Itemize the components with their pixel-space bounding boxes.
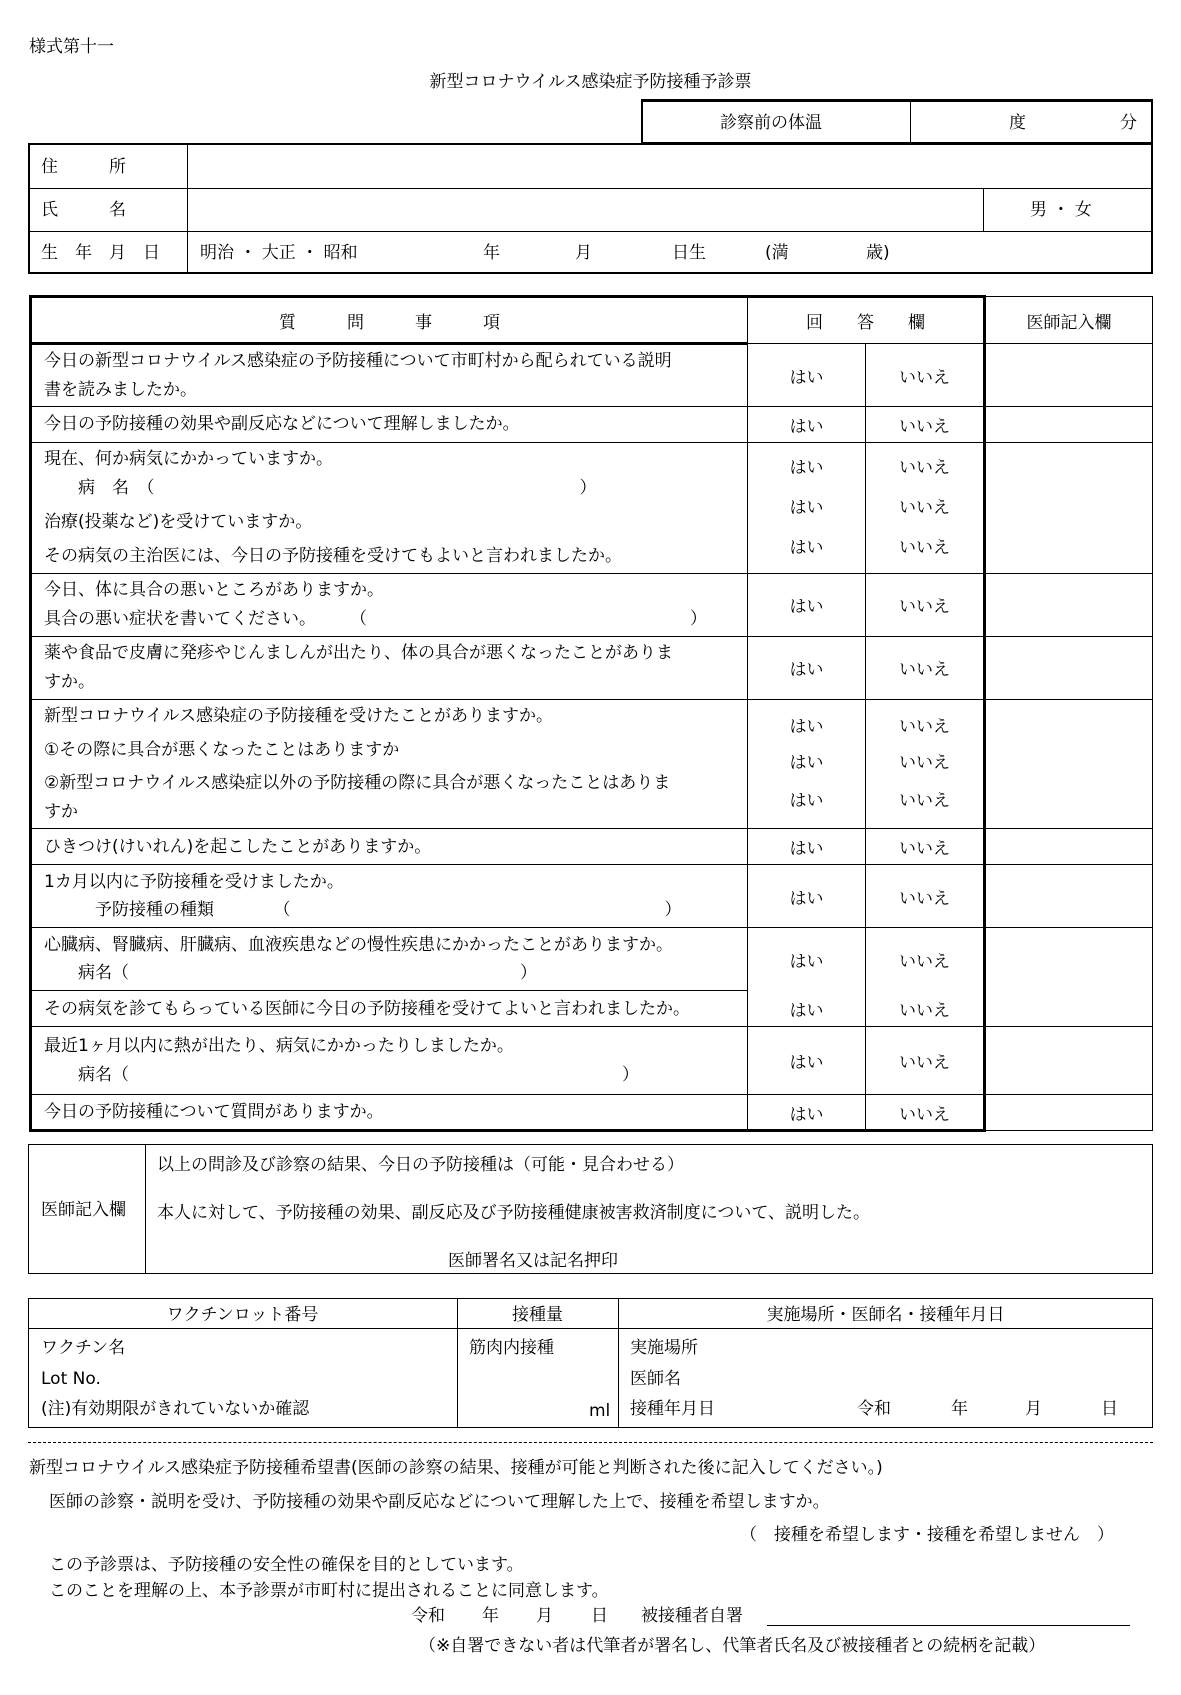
question-text: 現在、何か病気にかかっていますか。 xyxy=(44,449,333,470)
question-text: 治療(投薬など)を受けていますか。 xyxy=(44,511,313,532)
yes-option[interactable]: はい xyxy=(748,344,866,407)
doctor-explanation: 本人に対して、予防接種の効果、副反応及び予防接種健康被害救済制度について、説明した。 xyxy=(157,1203,870,1223)
form-number: 様式第十一 xyxy=(29,37,114,57)
table-row xyxy=(31,865,1153,928)
question-text: 病 名 （ ） xyxy=(44,477,597,498)
consent-day: 日 xyxy=(591,1606,608,1626)
question-text: すか。 xyxy=(44,671,95,692)
yes-option[interactable]: はい xyxy=(789,538,824,559)
cut-line xyxy=(28,1442,1153,1443)
no-option[interactable]: いいえ xyxy=(899,458,950,479)
doctor-cell[interactable] xyxy=(985,1027,1153,1095)
yes-option[interactable]: はい xyxy=(748,573,866,636)
temperature-degree[interactable]: 度 xyxy=(1009,113,1026,133)
no-option[interactable]: いいえ xyxy=(866,829,985,865)
lot-no-label: Lot No. xyxy=(41,1369,101,1389)
no-option[interactable]: いいえ xyxy=(866,1095,985,1131)
injection-route: 筋肉内接種 xyxy=(469,1338,554,1358)
yes-option[interactable]: はい xyxy=(748,636,866,699)
question-text: 心臓病、腎臓病、肝臓病、血液疾患などの慢性疾患にかかったことがありますか。 xyxy=(44,934,673,955)
vaccine-name-label: ワクチン名 xyxy=(41,1338,126,1358)
table-row xyxy=(31,344,1153,407)
yes-option[interactable]: はい xyxy=(748,991,866,1027)
temperature-label: 診察前の体温 xyxy=(720,113,822,133)
yes-option[interactable]: はい xyxy=(789,717,824,738)
vaccine-lot-header: ワクチンロット番号 xyxy=(166,1305,319,1325)
question-text: ②新型コロナウイルス感染症以外の予防接種の際に具合が悪くなったことはありま xyxy=(44,773,671,794)
birth-month: 月 xyxy=(575,243,592,263)
questionnaire-table xyxy=(29,295,1153,1132)
gender-choice[interactable]: 男 ・ 女 xyxy=(1030,200,1092,220)
yes-option[interactable]: はい xyxy=(748,865,866,928)
yes-option[interactable]: はい xyxy=(748,829,866,865)
consent-month: 月 xyxy=(536,1606,553,1626)
table-row xyxy=(31,443,1153,574)
no-option[interactable]: いいえ xyxy=(866,928,985,991)
birth-day: 日生 xyxy=(672,243,706,263)
address-label: 住 所 xyxy=(41,157,126,177)
questionnaire-header-row xyxy=(31,297,1153,344)
no-option[interactable]: いいえ xyxy=(866,1027,985,1095)
question-text: 病名（ ） xyxy=(44,963,537,984)
answer-header: 回 答 欄 xyxy=(748,297,985,344)
doctor-cell[interactable] xyxy=(985,928,1153,991)
vaccination-year: 年 xyxy=(951,1399,968,1419)
doctor-cell[interactable] xyxy=(985,636,1153,699)
place-label: 実施場所 xyxy=(630,1338,698,1358)
name-field[interactable] xyxy=(190,191,980,229)
signature-label: 被接種者自署 xyxy=(641,1606,743,1626)
no-option[interactable]: いいえ xyxy=(866,991,985,1027)
doctor-cell[interactable] xyxy=(985,443,1153,574)
expiry-note: (注)有効期限がきれていないか確認 xyxy=(41,1399,310,1419)
question-text: 書を読みましたか。 xyxy=(44,379,197,400)
question-text: 病名（ ） xyxy=(44,1064,639,1085)
vaccination-month: 月 xyxy=(1025,1399,1042,1419)
yes-option[interactable]: はい xyxy=(789,753,824,774)
question-text: 薬や食品で皮膚に発疹やじんましんが出たり、体の具合が悪くなったことがありま xyxy=(44,643,673,664)
yes-option[interactable]: はい xyxy=(748,1095,866,1131)
question-text: その病気の主治医には、今日の予防接種を受けてもよいと言われましたか。 xyxy=(44,546,622,567)
place-doctor-date-header: 実施場所・医師名・接種年月日 xyxy=(766,1305,1005,1325)
question-text: 具合の悪い症状を書いてください。 （ ） xyxy=(44,608,707,629)
doctor-cell[interactable] xyxy=(985,573,1153,636)
temperature-box xyxy=(641,99,1153,144)
no-option[interactable]: いいえ xyxy=(899,498,950,519)
consent-year: 年 xyxy=(482,1606,499,1626)
birth-year: 年 xyxy=(483,243,500,263)
consent-era: 令和 xyxy=(411,1606,445,1626)
no-option[interactable]: いいえ xyxy=(866,407,985,443)
consent-purpose: この予診票は、予防接種の安全性の確保を目的としています。 xyxy=(49,1555,524,1575)
yes-option[interactable]: はい xyxy=(748,1027,866,1095)
yes-option[interactable]: はい xyxy=(789,498,824,519)
question-text: 予防接種の種類 （ ） xyxy=(44,900,682,921)
yes-option[interactable]: はい xyxy=(748,407,866,443)
address-field[interactable] xyxy=(190,146,1150,186)
doctor-cell[interactable] xyxy=(985,344,1153,407)
question-header: 質 問 事 項 xyxy=(31,297,748,344)
consent-agree: このことを理解の上、本予診票が市町村に提出されることに同意します。 xyxy=(49,1581,609,1601)
question-text: 1カ月以内に予防接種を受けましたか。 xyxy=(44,871,344,892)
doctor-cell[interactable] xyxy=(985,699,1153,829)
table-row xyxy=(31,1095,1153,1131)
no-option[interactable]: いいえ xyxy=(866,344,985,407)
question-text: 今日の予防接種について質問がありますか。 xyxy=(44,1102,384,1123)
age-open: (満 xyxy=(765,243,789,263)
table-row xyxy=(31,928,1153,991)
doctor-cell[interactable] xyxy=(985,829,1153,865)
table-row xyxy=(31,699,1153,829)
doctor-cell[interactable] xyxy=(985,1095,1153,1131)
no-option[interactable]: いいえ xyxy=(899,753,950,774)
vaccination-era: 令和 xyxy=(857,1399,891,1419)
doctor-header: 医師記入欄 xyxy=(985,297,1153,344)
no-option[interactable]: いいえ xyxy=(866,636,985,699)
no-option[interactable]: いいえ xyxy=(899,717,950,738)
doctor-judgment[interactable]: 以上の問診及び診察の結果、今日の予防接種は（可能・見合わせる） xyxy=(157,1155,684,1175)
consent-heading: 新型コロナウイルス感染症予防接種希望書(医師の診察の結果、接種が可能と判断された後に記入してください。) xyxy=(29,1458,883,1478)
signature-line[interactable] xyxy=(767,1625,1130,1626)
yes-option[interactable]: はい xyxy=(748,928,866,991)
yes-option[interactable]: はい xyxy=(789,791,824,812)
name-label: 氏 名 xyxy=(41,200,126,220)
doctor-signature-field[interactable] xyxy=(660,1240,1140,1270)
no-option[interactable]: いいえ xyxy=(899,791,950,812)
question-text: 今日の予防接種の効果や副反応などについて理解しましたか。 xyxy=(44,414,520,435)
age-close: 歳) xyxy=(866,243,890,263)
question-text: その病気を診てもらっている医師に今日の予防接種を受けてよいと言われましたか。 xyxy=(44,998,690,1019)
question-text: ①その際に具合が悪くなったことはありますか xyxy=(44,740,400,761)
table-row xyxy=(31,573,1153,636)
table-row xyxy=(31,636,1153,699)
doctor-cell[interactable] xyxy=(985,991,1153,1027)
doctor-section-label: 医師記入欄 xyxy=(41,1200,126,1220)
vaccination-date-label: 接種年月日 xyxy=(630,1399,715,1419)
birth-label: 生 年 月 日 xyxy=(41,243,160,263)
table-row xyxy=(31,991,1153,1027)
question-text: 最近1ヶ月以内に熱が出たり、病気にかかったりしましたか。 xyxy=(44,1036,514,1057)
no-option[interactable]: いいえ xyxy=(866,573,985,636)
table-row xyxy=(31,407,1153,443)
no-option[interactable]: いいえ xyxy=(866,865,985,928)
no-option[interactable]: いいえ xyxy=(899,538,950,559)
question-text: 新型コロナウイルス感染症の予防接種を受けたことがありますか。 xyxy=(44,705,553,726)
proxy-note: （※自署できない者は代筆者が署名し、代筆者氏名及び被接種者との続柄を記載） xyxy=(419,1636,1046,1656)
table-row xyxy=(31,1027,1153,1095)
ml-unit: ml xyxy=(589,1401,611,1421)
temperature-minute[interactable]: 分 xyxy=(1120,113,1137,133)
doctor-name-label: 医師名 xyxy=(630,1369,681,1389)
question-text: ひきつけ(けいれん)を起こしたことがありますか。 xyxy=(44,836,432,857)
consent-question: 医師の診察・説明を受け、予防接種の効果や副反応などについて理解した上で、接種を希望しますか。 xyxy=(49,1492,830,1512)
table-row xyxy=(31,829,1153,865)
doctor-signature-label: 医師署名又は記名押印 xyxy=(448,1251,618,1271)
vaccination-day: 日 xyxy=(1101,1399,1118,1419)
dose-header: 接種量 xyxy=(512,1305,563,1325)
doctor-cell[interactable] xyxy=(985,407,1153,443)
question-text: 今日、体に具合の悪いところがありますか。 xyxy=(44,580,384,601)
birth-eras[interactable]: 明治 ・ 大正 ・ 昭和 xyxy=(200,243,358,263)
consent-choice[interactable]: （ 接種を希望します・接種を希望しません ） xyxy=(740,1525,1114,1545)
page-title: 新型コロナウイルス感染症予防接種予診票 xyxy=(429,72,752,92)
yes-option[interactable]: はい xyxy=(789,458,824,479)
question-text: すか xyxy=(44,801,78,822)
doctor-cell[interactable] xyxy=(985,865,1153,928)
question-text: 今日の新型コロナウイルス感染症の予防接種について市町村から配られている説明 xyxy=(44,351,672,371)
